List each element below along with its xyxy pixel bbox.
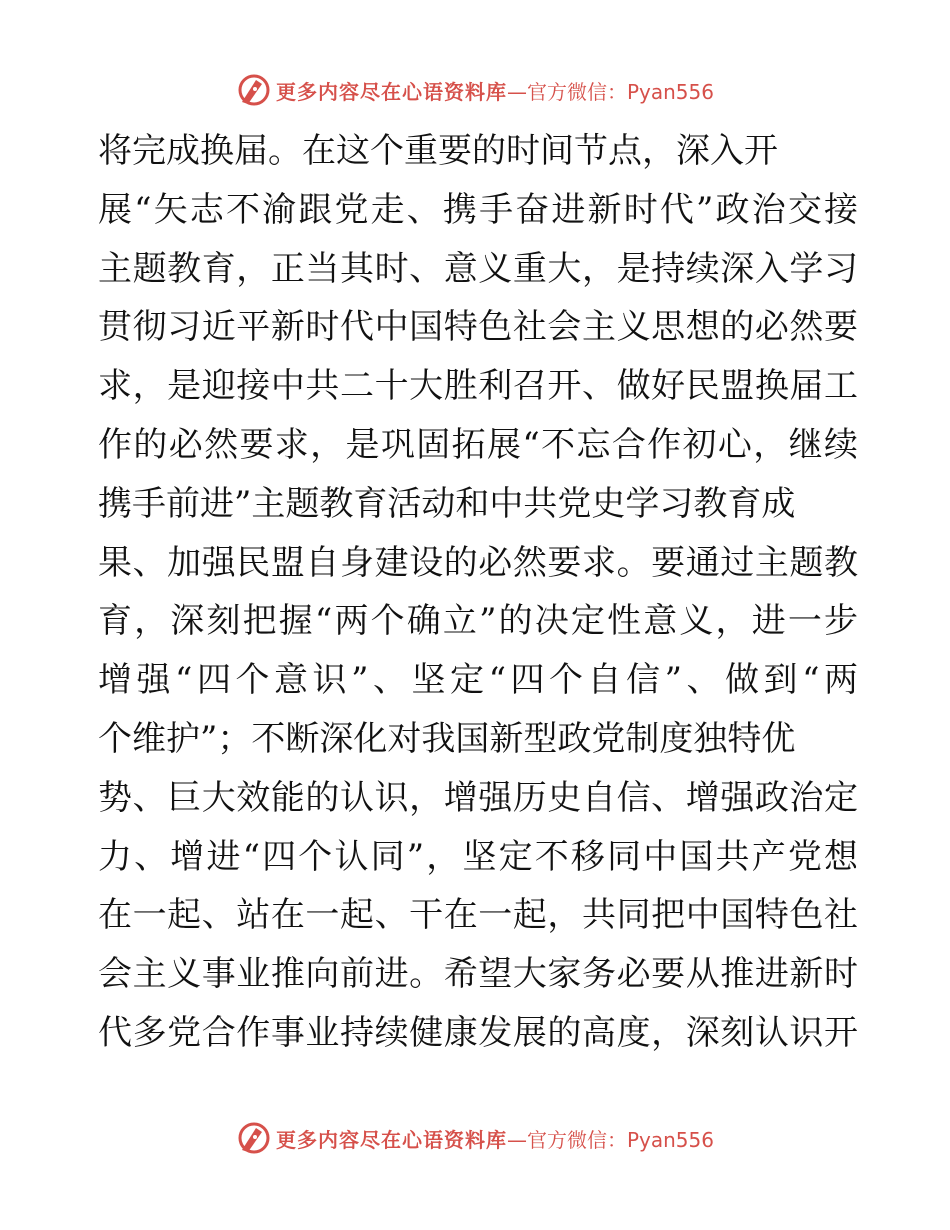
pen-nib-circle-icon [236,1120,272,1156]
body-line: 力、增进“四个认同”，坚定不移同中国共产党想 [98,836,858,877]
body-line: 展“矢志不渝跟党走、携手奋进新时代”政治交接 [98,189,858,230]
body-line: 贯彻习近平新时代中国特色社会主义思想的必然要 [98,307,858,348]
body-line: 将完成换届。在这个重要的时间节点，深入开 [98,131,778,171]
body-line: 主题教育，正当其时、意义重大，是持续深入学习 [98,248,858,289]
footer-separator: — [506,1127,527,1152]
body-line: 果、加强民盟自身建设的必然要求。要通过主题教 [98,542,858,583]
body-line: 求，是迎接中共二十大胜利召开、做好民盟换届工 [98,366,858,407]
header-brand: 更多内容尽在心语资料库 [275,79,507,104]
footer-watermark [0,1118,950,1158]
body-line: 势、巨大效能的认识，增强历史自信、增强政治定 [98,777,858,818]
header-contact: 官方微信：Pyan556 [526,79,714,104]
body-line: 携手前进”主题教育活动和中共党史学习教育成 [98,483,796,524]
body-line: 会主义事业推向前进。希望大家务必要从推进新时 [98,954,858,995]
footer-contact: 官方微信：Pyan556 [526,1127,714,1152]
header-separator: — [506,79,527,104]
footer-brand: 更多内容尽在心语资料库 [275,1127,507,1152]
body-line: 作的必然要求，是巩固拓展“不忘合作初心，继续 [98,424,858,465]
body-line: 个维护”；不断深化对我国新型政党制度独特优 [98,718,796,759]
header-watermark [0,70,950,110]
body-line: 代多党合作事业持续健康发展的高度，深刻认识开 [98,1012,858,1053]
document-body [98,122,858,1063]
body-line: 在一起、站在一起、干在一起，共同把中国特色社 [98,895,858,936]
body-line: 育，深刻把握“两个确立”的决定性意义，进一步 [98,601,858,642]
pen-nib-circle-icon [236,72,272,108]
body-line: 增强“四个意识”、坚定“四个自信”、做到“两 [98,660,858,701]
